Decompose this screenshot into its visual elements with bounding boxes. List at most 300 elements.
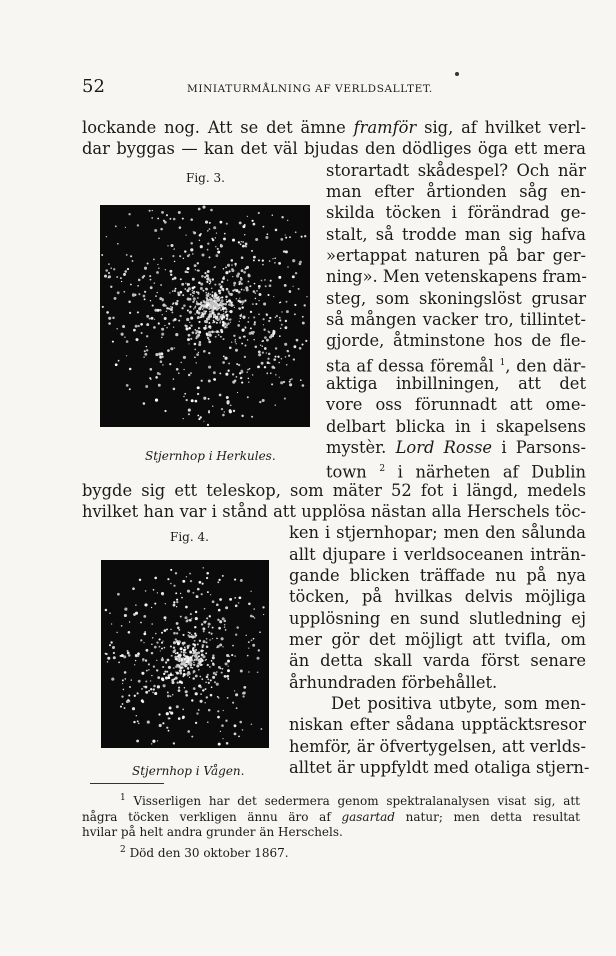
star-dot bbox=[137, 720, 139, 722]
star-dot bbox=[165, 603, 166, 604]
star-dot bbox=[209, 222, 211, 224]
star-dot bbox=[146, 349, 148, 351]
star-dot bbox=[188, 636, 190, 638]
star-dot bbox=[184, 324, 186, 326]
star-dot bbox=[250, 615, 253, 618]
star-dot bbox=[255, 238, 258, 241]
star-dot bbox=[140, 622, 142, 624]
star-dot bbox=[162, 299, 164, 301]
star-dot bbox=[201, 650, 204, 653]
star-dot bbox=[200, 416, 202, 418]
star-dot bbox=[292, 259, 295, 262]
star-dot bbox=[242, 304, 243, 305]
star-dot bbox=[174, 656, 177, 659]
star-dot bbox=[302, 322, 305, 325]
star-dot bbox=[221, 299, 224, 302]
star-dot bbox=[197, 651, 200, 654]
star-dot bbox=[106, 236, 107, 237]
star-dot bbox=[183, 670, 185, 672]
star-dot bbox=[219, 598, 222, 601]
star-dot bbox=[238, 291, 241, 294]
star-dot bbox=[194, 329, 196, 331]
star-dot bbox=[230, 293, 233, 296]
star-dot bbox=[154, 692, 157, 695]
star-dot bbox=[222, 414, 225, 417]
star-dot bbox=[166, 628, 168, 630]
text-line: niskan efter sådana upptäcktsresor bbox=[289, 715, 586, 734]
footnote-ref-1: 1 bbox=[499, 358, 506, 368]
star-dot bbox=[212, 654, 214, 656]
star-dot bbox=[220, 329, 223, 332]
star-dot bbox=[223, 313, 225, 315]
star-dot bbox=[149, 210, 151, 212]
star-dot bbox=[153, 688, 155, 690]
star-dot bbox=[242, 329, 245, 332]
star-dot bbox=[168, 676, 171, 679]
star-dot bbox=[137, 311, 139, 313]
star-dot bbox=[247, 655, 249, 657]
star-dot bbox=[201, 623, 203, 625]
star-dot bbox=[202, 304, 205, 307]
star-dot bbox=[185, 270, 188, 273]
star-dot bbox=[209, 294, 211, 296]
star-dot bbox=[132, 587, 135, 590]
star-dot bbox=[217, 251, 220, 254]
star-dot bbox=[155, 295, 157, 297]
star-dot bbox=[199, 234, 202, 237]
star-dot bbox=[236, 298, 238, 300]
star-dot bbox=[198, 321, 200, 323]
star-dot bbox=[183, 396, 184, 397]
star-dot bbox=[209, 297, 211, 299]
star-dot bbox=[241, 241, 242, 242]
star-dot bbox=[202, 664, 203, 665]
star-dot bbox=[132, 260, 134, 262]
star-dot bbox=[159, 646, 161, 648]
star-dot bbox=[173, 641, 176, 644]
star-dot bbox=[208, 292, 210, 294]
star-dot bbox=[269, 260, 270, 261]
star-dot bbox=[182, 634, 184, 636]
star-dot bbox=[151, 643, 153, 645]
star-dot bbox=[166, 311, 167, 312]
star-dot bbox=[201, 380, 203, 382]
star-dot bbox=[221, 672, 223, 674]
star-dot bbox=[161, 211, 164, 214]
star-dot bbox=[197, 393, 199, 395]
star-dot bbox=[279, 335, 281, 337]
star-dot bbox=[122, 679, 124, 681]
star-dot bbox=[234, 690, 235, 691]
star-dot bbox=[113, 656, 116, 659]
star-dot bbox=[246, 371, 247, 372]
footnote-2: $^2$ Död den 30 oktober 1867. bbox=[120, 845, 289, 860]
star-dot bbox=[163, 673, 165, 675]
star-dot bbox=[180, 593, 181, 594]
star-dot bbox=[159, 724, 162, 727]
star-dot bbox=[126, 340, 129, 343]
star-dot bbox=[152, 637, 153, 638]
star-dot bbox=[254, 283, 256, 285]
star-dot bbox=[208, 322, 210, 324]
star-dot bbox=[285, 250, 288, 253]
star-dot bbox=[225, 720, 227, 722]
star-dot bbox=[212, 638, 213, 639]
star-dot bbox=[126, 254, 128, 256]
star-dot bbox=[241, 283, 243, 285]
star-dot bbox=[158, 384, 161, 387]
star-dot bbox=[206, 659, 207, 660]
star-dot bbox=[195, 722, 197, 724]
star-dot bbox=[161, 258, 163, 260]
star-dot bbox=[237, 392, 238, 393]
star-dot bbox=[206, 295, 207, 296]
star-dot bbox=[198, 282, 201, 285]
star-dot bbox=[223, 237, 226, 240]
star-dot bbox=[214, 307, 216, 309]
star-dot bbox=[256, 657, 259, 660]
star-dot bbox=[259, 401, 261, 403]
star-dot bbox=[206, 638, 208, 640]
star-dot bbox=[173, 650, 176, 653]
star-dot bbox=[214, 300, 216, 302]
star-dot bbox=[222, 646, 223, 647]
star-dot bbox=[133, 721, 135, 723]
star-dot bbox=[252, 374, 254, 376]
star-dot bbox=[144, 631, 146, 633]
star-dot bbox=[123, 273, 126, 276]
star-dot bbox=[226, 223, 228, 225]
star-dot bbox=[248, 381, 249, 382]
footnote-rule bbox=[90, 783, 164, 784]
star-dot bbox=[158, 322, 160, 324]
star-dot bbox=[225, 314, 228, 317]
star-dot bbox=[178, 372, 180, 374]
star-dot bbox=[106, 311, 109, 314]
star-dot bbox=[151, 217, 153, 219]
star-dot bbox=[124, 336, 125, 337]
footnote-1-line: några töcken verkligen ännu äro af gasartad natur; men detta resultat bbox=[82, 809, 581, 824]
star-dot bbox=[210, 327, 212, 329]
star-dot bbox=[289, 381, 291, 383]
star-dot bbox=[231, 342, 232, 343]
star-dot bbox=[168, 730, 170, 732]
star-dot bbox=[208, 709, 211, 712]
star-dot bbox=[109, 644, 111, 646]
star-dot bbox=[204, 303, 205, 304]
star-dot bbox=[291, 378, 293, 380]
star-dot bbox=[225, 296, 228, 299]
star-dot bbox=[194, 636, 196, 638]
star-dot bbox=[164, 325, 165, 326]
star-dot bbox=[251, 250, 253, 252]
star-dot bbox=[178, 629, 180, 631]
star-dot bbox=[161, 658, 164, 661]
running-head: MINIATURMÅLNING AF VERLDSALLTET. bbox=[187, 83, 433, 95]
text-line: steg, som skoningslöst grusar bbox=[326, 289, 586, 308]
star-dot bbox=[188, 632, 189, 633]
star-dot bbox=[179, 315, 181, 317]
star-dot bbox=[134, 695, 136, 697]
star-dot bbox=[248, 378, 249, 379]
star-dot bbox=[162, 678, 165, 681]
star-dot bbox=[183, 663, 186, 666]
star-dot bbox=[198, 352, 199, 353]
star-dot bbox=[192, 331, 195, 334]
star-dot bbox=[235, 349, 238, 352]
star-dot bbox=[133, 613, 136, 616]
star-dot bbox=[228, 319, 229, 320]
star-dot bbox=[257, 671, 259, 673]
star-dot bbox=[158, 353, 161, 356]
star-dot bbox=[254, 617, 255, 618]
star-dot bbox=[110, 286, 112, 288]
star-dot bbox=[220, 336, 222, 338]
star-dot bbox=[222, 361, 225, 364]
star-dot bbox=[268, 353, 271, 356]
text-line: mer gör det möjligt att tvifla, om bbox=[289, 630, 586, 649]
star-dot bbox=[176, 622, 179, 625]
star-dot bbox=[210, 679, 212, 681]
star-dot bbox=[186, 620, 189, 623]
star-dot bbox=[188, 343, 189, 344]
star-dot bbox=[203, 631, 204, 632]
star-dot bbox=[230, 301, 233, 304]
star-dot bbox=[193, 292, 195, 294]
star-dot bbox=[202, 309, 204, 311]
star-dot bbox=[214, 331, 216, 333]
star-dot bbox=[286, 301, 288, 303]
star-dot bbox=[169, 292, 170, 293]
star-dot bbox=[175, 288, 177, 290]
figure-4-cluster-image bbox=[101, 560, 269, 748]
star-dot bbox=[179, 669, 182, 672]
star-dot bbox=[206, 646, 209, 649]
star-dot bbox=[199, 341, 202, 344]
star-dot bbox=[245, 268, 247, 270]
star-dot bbox=[175, 638, 177, 640]
star-dot bbox=[208, 352, 210, 354]
star-dot bbox=[183, 418, 184, 419]
star-dot bbox=[260, 345, 261, 346]
figure-4-label: Fig. 4. bbox=[170, 530, 209, 544]
star-dot bbox=[211, 311, 214, 314]
star-dot bbox=[226, 288, 229, 291]
star-dot bbox=[129, 388, 131, 390]
star-dot bbox=[245, 345, 247, 347]
star-dot bbox=[273, 296, 274, 297]
star-dot bbox=[279, 302, 280, 303]
star-dot bbox=[294, 345, 297, 348]
star-dot bbox=[239, 315, 242, 318]
star-dot bbox=[159, 638, 161, 640]
star-dot bbox=[161, 333, 164, 336]
star-dot bbox=[203, 421, 204, 422]
text-line: gjorde, åtminstone hos de fle- bbox=[326, 331, 586, 350]
star-dot bbox=[153, 665, 155, 667]
star-dot bbox=[199, 240, 200, 241]
star-dot bbox=[144, 350, 146, 352]
star-dot bbox=[273, 358, 276, 361]
star-dot bbox=[270, 280, 272, 282]
star-dot bbox=[198, 655, 200, 657]
star-dot bbox=[142, 660, 143, 661]
text-line: sta af dessa föremål $^1$, den där- bbox=[326, 356, 586, 376]
star-dot bbox=[167, 245, 169, 247]
star-dot bbox=[187, 283, 189, 285]
star-dot bbox=[170, 308, 173, 311]
star-dot bbox=[212, 627, 214, 629]
star-dot bbox=[255, 346, 258, 349]
star-dot bbox=[228, 363, 230, 365]
star-dot bbox=[141, 332, 143, 334]
star-dot bbox=[285, 237, 287, 239]
star-dot bbox=[173, 604, 176, 607]
star-dot bbox=[190, 317, 193, 320]
star-dot bbox=[244, 300, 246, 302]
star-dot bbox=[190, 613, 192, 615]
star-dot bbox=[155, 353, 158, 356]
star-dot bbox=[139, 579, 141, 581]
star-dot bbox=[223, 268, 225, 270]
star-dot bbox=[134, 664, 135, 665]
star-dot bbox=[284, 398, 286, 400]
star-dot bbox=[108, 272, 110, 274]
star-dot bbox=[217, 710, 219, 712]
star-dot bbox=[174, 318, 177, 321]
star-dot bbox=[219, 372, 221, 374]
star-dot bbox=[225, 311, 227, 313]
star-dot bbox=[305, 340, 307, 342]
star-dot bbox=[226, 401, 229, 404]
star-dot bbox=[146, 335, 148, 337]
star-dot bbox=[206, 642, 208, 644]
star-dot bbox=[131, 679, 132, 680]
star-dot bbox=[299, 347, 302, 350]
star-dot bbox=[239, 372, 241, 374]
star-dot bbox=[192, 295, 194, 297]
star-dot bbox=[294, 313, 296, 315]
star-dot bbox=[201, 253, 204, 256]
star-dot bbox=[182, 218, 184, 220]
star-dot bbox=[262, 260, 264, 262]
star-dot bbox=[219, 307, 221, 309]
star-dot bbox=[272, 214, 273, 215]
star-dot bbox=[143, 356, 145, 358]
star-dot bbox=[220, 297, 221, 298]
star-dot bbox=[169, 270, 172, 273]
star-dot bbox=[234, 724, 237, 727]
star-dot bbox=[217, 304, 220, 307]
star-dot bbox=[147, 721, 150, 724]
star-dot bbox=[192, 592, 194, 594]
star-dot bbox=[190, 656, 193, 659]
star-dot bbox=[206, 300, 208, 302]
text-line: bygde sig ett teleskop, som mäter 52 fot i längd, medels bbox=[82, 481, 586, 500]
star-dot bbox=[153, 685, 156, 688]
star-dot bbox=[227, 279, 228, 280]
star-dot bbox=[193, 687, 196, 690]
page-number: 52 bbox=[82, 76, 105, 97]
star-dot bbox=[146, 323, 149, 326]
star-dot bbox=[259, 293, 262, 296]
text-line: hemför, är öfvertygelsen, att verlds- bbox=[289, 737, 586, 756]
star-dot bbox=[306, 296, 307, 297]
star-dot bbox=[164, 317, 167, 320]
star-dot bbox=[176, 606, 177, 607]
star-dot bbox=[199, 663, 202, 666]
star-dot bbox=[213, 378, 216, 381]
star-dot bbox=[166, 712, 169, 715]
star-dot bbox=[178, 689, 181, 692]
star-dot bbox=[201, 275, 204, 278]
text-line: lockande nog. Att se det ämne framför sig, af hvilket verl- bbox=[82, 118, 586, 137]
star-dot bbox=[118, 662, 120, 664]
star-dot bbox=[198, 343, 201, 346]
star-dot bbox=[196, 330, 199, 333]
star-dot bbox=[196, 712, 198, 714]
star-dot bbox=[227, 669, 230, 672]
star-dot bbox=[229, 270, 231, 272]
star-dot bbox=[153, 589, 155, 591]
star-dot bbox=[197, 262, 199, 264]
star-dot bbox=[240, 243, 242, 245]
star-dot bbox=[172, 278, 174, 280]
star-dot bbox=[161, 642, 163, 644]
star-dot bbox=[217, 619, 219, 621]
star-dot bbox=[207, 243, 209, 245]
star-dot bbox=[225, 308, 227, 310]
star-dot bbox=[197, 415, 199, 417]
star-dot bbox=[239, 596, 242, 599]
star-dot bbox=[179, 656, 181, 658]
star-dot bbox=[176, 368, 179, 371]
star-dot bbox=[161, 355, 164, 358]
star-dot bbox=[136, 338, 139, 341]
star-dot bbox=[213, 320, 215, 322]
star-dot bbox=[187, 285, 188, 286]
star-dot bbox=[151, 607, 152, 608]
star-dot bbox=[256, 290, 258, 292]
star-dot bbox=[182, 675, 184, 677]
star-dot bbox=[152, 692, 154, 694]
star-dot bbox=[176, 599, 178, 601]
text-line: allt djupare i verldsoceanen inträn- bbox=[289, 545, 586, 564]
figure-3-cluster-image bbox=[100, 205, 310, 427]
star-dot bbox=[189, 306, 191, 308]
star-dot bbox=[227, 660, 230, 663]
star-dot bbox=[114, 297, 117, 300]
star-dot bbox=[220, 731, 221, 732]
star-dot bbox=[206, 617, 208, 619]
star-dot bbox=[200, 287, 203, 290]
star-dot bbox=[186, 673, 188, 675]
star-dot bbox=[228, 291, 230, 293]
star-dot bbox=[207, 249, 209, 251]
star-dot bbox=[252, 644, 255, 647]
star-dot bbox=[144, 267, 147, 270]
star-dot bbox=[206, 278, 209, 281]
star-dot bbox=[143, 295, 146, 298]
star-dot bbox=[269, 284, 272, 287]
star-dot bbox=[189, 322, 190, 323]
star-dot bbox=[200, 283, 203, 286]
star-dot bbox=[248, 647, 249, 648]
star-dot bbox=[169, 363, 171, 365]
star-dot bbox=[211, 660, 213, 662]
star-dot bbox=[238, 241, 240, 243]
star-dot bbox=[214, 681, 216, 683]
